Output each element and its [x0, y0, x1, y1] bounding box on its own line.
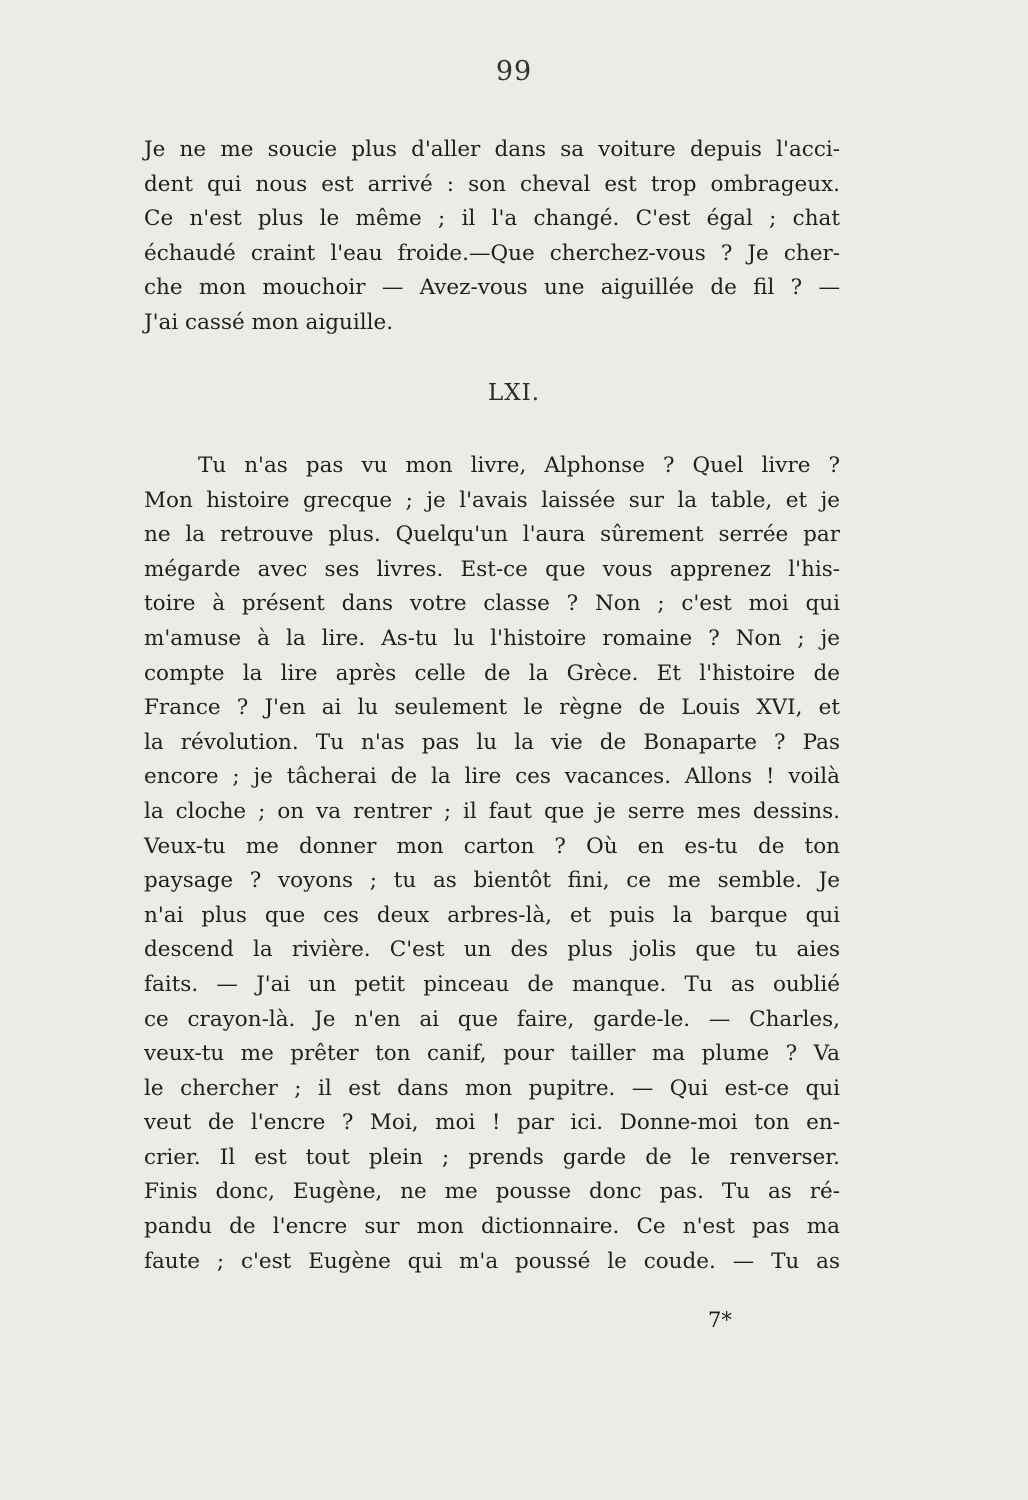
text-line: crier. Il est tout plein ; prends garde de le renverser. — [144, 1144, 840, 1170]
text-line: Je ne me soucie plus d'aller dans sa voiture depuis l'acci- — [144, 137, 840, 162]
signature-mark: 7* — [708, 1308, 732, 1332]
text-line: che mon mouchoir — Avez-vous une aiguillée de fil ? — — [144, 275, 840, 301]
section-paragraph — [144, 449, 840, 1279]
text-line: la cloche ; on va rentrer ; il faut que je serre mes dessins. — [144, 798, 840, 824]
text-line: mégarde avec ses livres. Est-ce que vous apprenez l'his- — [144, 556, 840, 582]
text-line: Veux-tu me donner mon carton ? Où en es-tu de ton — [144, 833, 840, 859]
text-line: descend la rivière. C'est un des plus jolis que tu aies — [144, 937, 840, 963]
text-line: Tu n'as pas vu mon livre, Alphonse ? Quel livre ? — [198, 453, 840, 478]
text-line: encore ; je tâcherai de la lire ces vacances. Allons ! voilà — [144, 764, 840, 790]
text-line: ne la retrouve plus. Quelqu'un l'aura sûrement serrée par — [144, 522, 840, 548]
text-line: le chercher ; il est dans mon pupitre. — Qui est-ce qui — [144, 1075, 840, 1101]
continuation-paragraph — [144, 133, 840, 341]
text-line: Ce n'est plus le même ; il l'a changé. C'est égal ; chat — [144, 206, 840, 232]
text-line: France ? J'en ai lu seulement le règne de Louis XVI, et — [144, 695, 840, 721]
text-line: la révolution. Tu n'as pas lu la vie de Bonaparte ? Pas — [144, 729, 840, 755]
text-line: compte la lire après celle de la Grèce. Et l'histoire de — [144, 660, 840, 686]
text-line: veux-tu me prêter ton canif, pour tailler ma plume ? Va — [144, 1041, 840, 1067]
text-line: Mon histoire grecque ; je l'avais laissée sur la table, et je — [144, 487, 840, 513]
text-line: toire à présent dans votre classe ? Non ; c'est moi qui — [144, 591, 840, 617]
text-line: paysage ? voyons ; tu as bientôt fini, ce me semble. Je — [144, 868, 840, 894]
section-heading: LXI. — [487, 380, 541, 406]
page-number: 99 — [495, 56, 533, 87]
text-line: Finis donc, Eugène, ne me pousse donc pas. Tu as ré- — [144, 1179, 840, 1205]
text-line: faits. — J'ai un petit pinceau de manque. Tu as oublié — [144, 971, 840, 997]
text-line: J'ai cassé mon aiguille. — [144, 309, 394, 335]
text-line: faute ; c'est Eugène qui m'a poussé le coude. — Tu as — [144, 1248, 840, 1274]
text-line: ce crayon-là. Je n'en ai que faire, garde-le. — Charles, — [144, 1006, 840, 1032]
text-line: veut de l'encre ? Moi, moi ! par ici. Donne-moi ton en- — [144, 1110, 840, 1136]
text-line: n'ai plus que ces deux arbres-là, et puis la barque qui — [144, 902, 840, 928]
text-line: pandu de l'encre sur mon dictionnaire. Ce n'est pas ma — [144, 1214, 840, 1240]
text-line: dent qui nous est arrivé : son cheval est trop ombrageux. — [144, 171, 840, 197]
text-line: échaudé craint l'eau froide.—Que cherchez-vous ? Je cher- — [144, 240, 840, 266]
text-line: m'amuse à la lire. As-tu lu l'histoire romaine ? Non ; je — [144, 625, 840, 651]
